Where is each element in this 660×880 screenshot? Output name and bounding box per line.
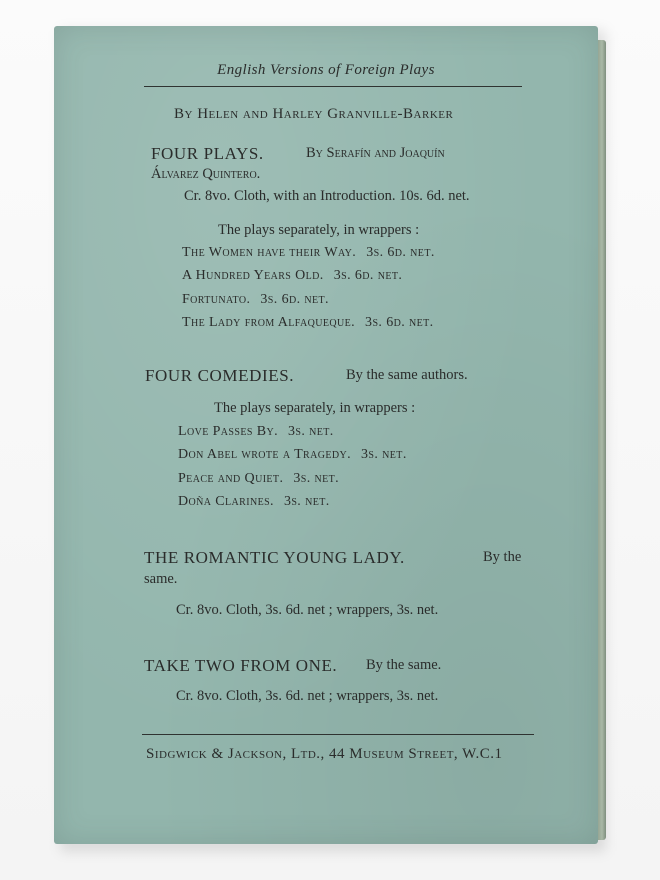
play-item: A Hundred Years Old. 3s. 6d. net. (182, 268, 403, 283)
romantic-edition: Cr. 8vo. Cloth, 3s. 6d. net ; wrappers, 3s. net. (176, 602, 439, 618)
authors-line: By Helen and Harley Granville-Barker (174, 106, 454, 122)
four-comedies-title: FOUR COMEDIES. (145, 366, 295, 385)
bottom-rule (142, 734, 534, 735)
play-item: Peace and Quiet. 3s. net. (178, 471, 340, 486)
series-title: English Versions of Foreign Plays (217, 62, 435, 78)
top-rule (144, 86, 522, 87)
four-plays-title: FOUR PLAYS. (151, 144, 264, 163)
romantic-byline-2: same. (144, 571, 178, 587)
romantic-byline-1: By the (483, 549, 522, 565)
take-two-edition: Cr. 8vo. Cloth, 3s. 6d. net ; wrappers, 3s. net. (176, 688, 439, 704)
romantic-title: THE ROMANTIC YOUNG LADY. (144, 548, 405, 567)
publisher-imprint: Sidgwick & Jackson, Ltd., 44 Museum Street, W.C.1 (146, 746, 503, 762)
four-comedies-byline: By the same authors. (346, 367, 468, 383)
play-item: Love Passes By. 3s. net. (178, 424, 334, 439)
take-two-byline: By the same. (366, 657, 442, 673)
four-comedies-separately: The plays separately, in wrappers : (214, 400, 416, 416)
play-item: Doña Clarines. 3s. net. (178, 494, 330, 509)
four-plays-separately: The plays separately, in wrappers : (218, 222, 420, 238)
take-two-title: TAKE TWO FROM ONE. (144, 656, 338, 675)
book-back-cover (54, 26, 598, 844)
play-item: The Lady from Alfaqueque. 3s. 6d. net. (182, 315, 434, 330)
four-plays-byline-2: Álvarez Quintero. (151, 166, 261, 182)
play-item: The Women have their Way. 3s. 6d. net. (182, 245, 435, 260)
four-plays-byline-1: By Serafín and Joaquín (306, 145, 445, 161)
four-plays-edition: Cr. 8vo. Cloth, with an Introduction. 10s. 6d. net. (184, 188, 470, 204)
play-item: Don Abel wrote a Tragedy. 3s. net. (178, 447, 407, 462)
play-item: Fortunato. 3s. 6d. net. (182, 292, 329, 307)
